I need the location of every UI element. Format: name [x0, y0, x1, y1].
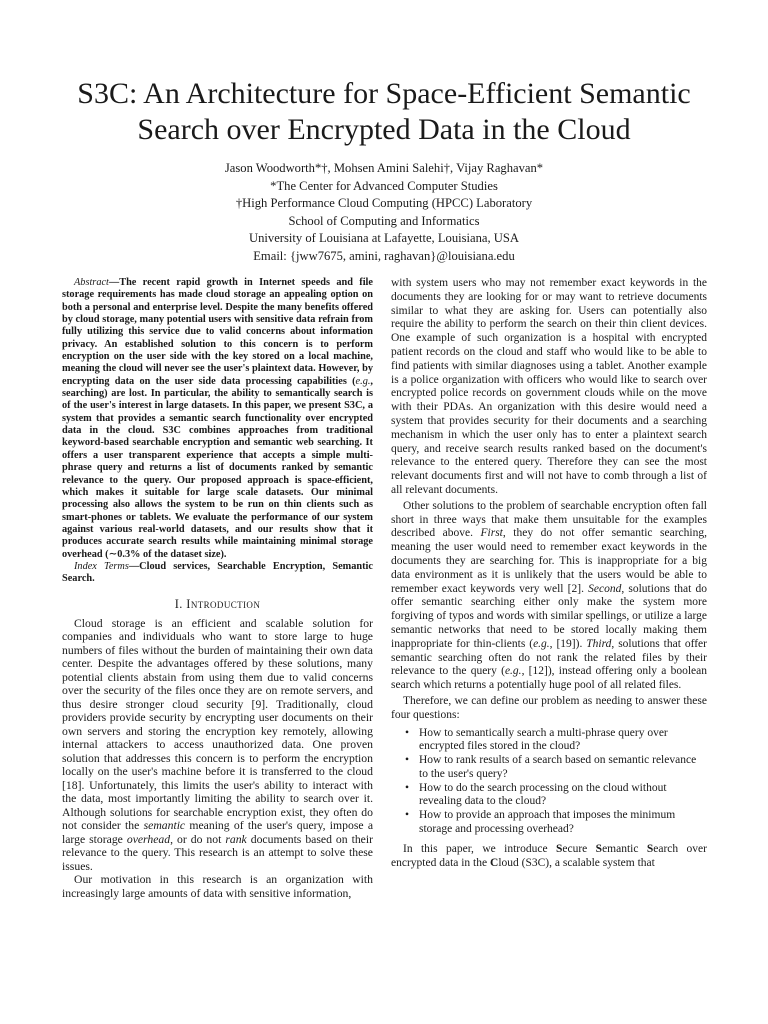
second-emph: Second — [588, 582, 622, 595]
acronym-letter-s2: S — [595, 842, 603, 855]
first-emph: First — [480, 527, 503, 540]
right-p4-text-a: In this paper, we introduce — [403, 842, 556, 855]
right-p4-text-e: loud (S3C), a scalable system that — [498, 856, 655, 869]
paper-title — [40, 76, 728, 148]
third-emph: Third — [586, 637, 612, 650]
abstract-label: Abstract — [74, 277, 109, 288]
right-p2-text-c: , solutions that do offer semantic searching either only make the system more forgiving of typos and words with similar spellings, or utilize a large semantic networks that need to be stored locally making them inappropriate for thin-clients ( — [391, 582, 708, 650]
intro-p1-text-a: Cloud storage is an efficient and scalable solution for companies and individuals who want to store large to huge numbers of files without the burden of maintaining their own data center. Despite the advantages offered by these solutions, many potential clients abstain from using them due to valid concerns over the security of the files once they are on remote servers, and thus desire stronger cloud security [9]. Traditionally, cloud providers provide security by encrypting user documents on their own servers and storing the encryption key remotely, allowing internal attackers to access unauthorized data. One proven solution that addresses this concern is to perform the encryption locally on the user's machine before it is transferred to the cloud [18]. Unfortunately, this limits the user's ability to interact with the data, most importantly limiting the ability to search over it. Although solutions for searchable encryption exist, they often do not consider the — [62, 616, 373, 833]
eg-emph-2: e.g. — [504, 665, 522, 678]
right-paragraph-1: with system users who may not remember exact keywords in the documents they are looking for or may want to retrieve documents similar to what they are asking for. Users can potentially also require the ability to perform the search on their thin client devices. One example of such organization is a hospital with encrypted patient records on the cloud and staff who would like to be able to find patients with similar diagnoses using a tablet. Another example is a police organization with officers who would like to search over encrypted police records on government clouds while on the move with their PDAs. An organization with this desire would need a system that provides security for their documents and a searching mechanism in which the user only has to enter a plaintext search query, and receive search results ranked based on the document's relevance to the entered query. Therefore they can see the most relevant documents first and will not have to comb through a list of all relevant documents. — [391, 277, 707, 496]
abstract-text-a: The recent rapid growth in Internet speeds and file storage requirements has made cloud storage an appealing option on both a personal and enterprise level. Despite the many benefits offered by cloud storage, many potential users with sensitive data refrain from fully utilizing this service due to valid concerns about information privacy. An established solution to this concern is to perform encryption on the user side with the key stored on a local machine, meaning the cloud will never see the user's plaintext data. However, by encrypting data on the user side data processing capabilities ( — [62, 277, 373, 387]
right-column — [391, 277, 707, 870]
author-email: Email: {jww7675, amini, raghavan}@louisiana.edu — [253, 248, 515, 263]
abstract-eg: e.g. — [355, 375, 371, 387]
section-numeral: I. — [174, 596, 183, 611]
right-p2-text-b: , they do not offer semantic searching, meaning the user would need to remember exact keywords in the documents they are searching for. This is inappropriate for a big data environment as it is unlikely that the users would be able to remember exact keywords very well [2]. — [391, 527, 707, 595]
author-block — [84, 160, 684, 266]
list-item: • How to rank results of a search based on semantic relevance to the user's query? — [409, 754, 707, 782]
right-paragraph-4 — [391, 843, 707, 871]
index-terms — [62, 561, 373, 586]
author-names: Jason Woodworth*†, Mohsen Amini Salehi†, Vijay Raghavan* — [224, 161, 544, 175]
affiliation-4: University of Louisiana at Lafayette, Louisiana, USA — [249, 231, 519, 246]
intro-overhead-emph: overhead — [126, 832, 171, 846]
right-p4-text-b: ecure — [562, 842, 596, 855]
right-paragraph-2 — [391, 500, 707, 693]
right-p2-text-a: Other solutions to the problem of searchable encryption often fall short in three ways that make them unsuitable for the examples described above. — [391, 499, 707, 540]
right-p4-text-c: emantic — [602, 842, 647, 855]
index-terms-text: —Cloud services, Searchable Encryption, Semantic Search. — [62, 560, 373, 585]
index-terms-label: Index Terms — [74, 560, 129, 572]
intro-p1-text-d: documents based on their relevance to the query. This research is an attempt to solve these issues. — [62, 832, 373, 873]
acronym-letter-c: C — [490, 856, 499, 869]
question-list — [391, 727, 707, 837]
intro-rank-emph: rank — [225, 832, 247, 846]
abstract-text-b: , searching) are lost. In particular, the ability to semantically search is of the user's interest in large datasets. In this paper, we present S3C, a system that provides a semantic search functionality over encrypted data in the cloud. S3C combines approaches from traditional keyword-based searchable encryption and semantic web searching. It offers a user transparent experience that accepts a simple multi-phrase query and returns a list of documents ranked by semantic relevance to the query. Our proposed approach is space-efficient, which makes it suitable for large scale datasets. Our minimal processing also allows the system to be run on thin clients such as smart-phones or tablets. We evaluate the performance of our system against various real-world datasets, and our results show that it produces accurate search results while maintaining minimal storage overhead (∼0.3% of the dataset size). — [62, 375, 373, 560]
intro-paragraph-2: Our motivation in this research is an organization with increasingly large amounts of data with sensitive information, — [62, 873, 373, 900]
right-p2-text-f: , [12]), instead offering only a boolean search which returns a potentially huge pool of all related files. — [391, 665, 707, 692]
section-name: Introduction — [186, 596, 261, 611]
right-p2-text-e: , solutions that offer semantic searching often do not rank the related files by their relevance to the query ( — [391, 637, 707, 678]
eg-emph-1: e.g. — [533, 637, 550, 650]
intro-paragraph-1 — [62, 617, 373, 874]
abstract-dash: — — [108, 277, 120, 288]
acronym-letter-s3: S — [646, 842, 654, 855]
intro-p1-text-c: , or do not — [170, 832, 226, 846]
affiliation-1: *The Center for Advanced Computer Studies — [270, 178, 498, 193]
title-line-1: S3C: An Architecture for Space-Efficient Semantic — [77, 77, 691, 110]
intro-p1-text-b: meaning of the user's query, impose a large storage — [62, 819, 374, 846]
list-item: • How to semantically search a multi-phrase query over encrypted files stored in the cloud? — [409, 727, 707, 755]
right-paragraph-3: Therefore, we can define our problem as needing to answer these four questions: — [391, 694, 707, 721]
title-line-2: Search over Encrypted Data in the Cloud — [137, 113, 631, 146]
acronym-letter-s1: S — [555, 842, 563, 855]
section-heading-introduction — [62, 598, 373, 611]
right-p2-text-d: , [19]). — [549, 637, 587, 650]
left-column — [62, 277, 373, 900]
abstract — [62, 277, 373, 561]
affiliation-2: †High Performance Cloud Computing (HPCC) Laboratory — [235, 196, 533, 211]
intro-semantic-emph: semantic — [143, 819, 186, 833]
list-item: • How to do the search processing on the cloud without revealing data to the cloud? — [409, 782, 707, 810]
right-p4-text-d: earch over encrypted data in the — [391, 842, 707, 869]
list-item: • How to provide an approach that imposes the minimum storage and processing overhead? — [409, 809, 707, 837]
affiliation-3: School of Computing and Informatics — [288, 213, 480, 228]
